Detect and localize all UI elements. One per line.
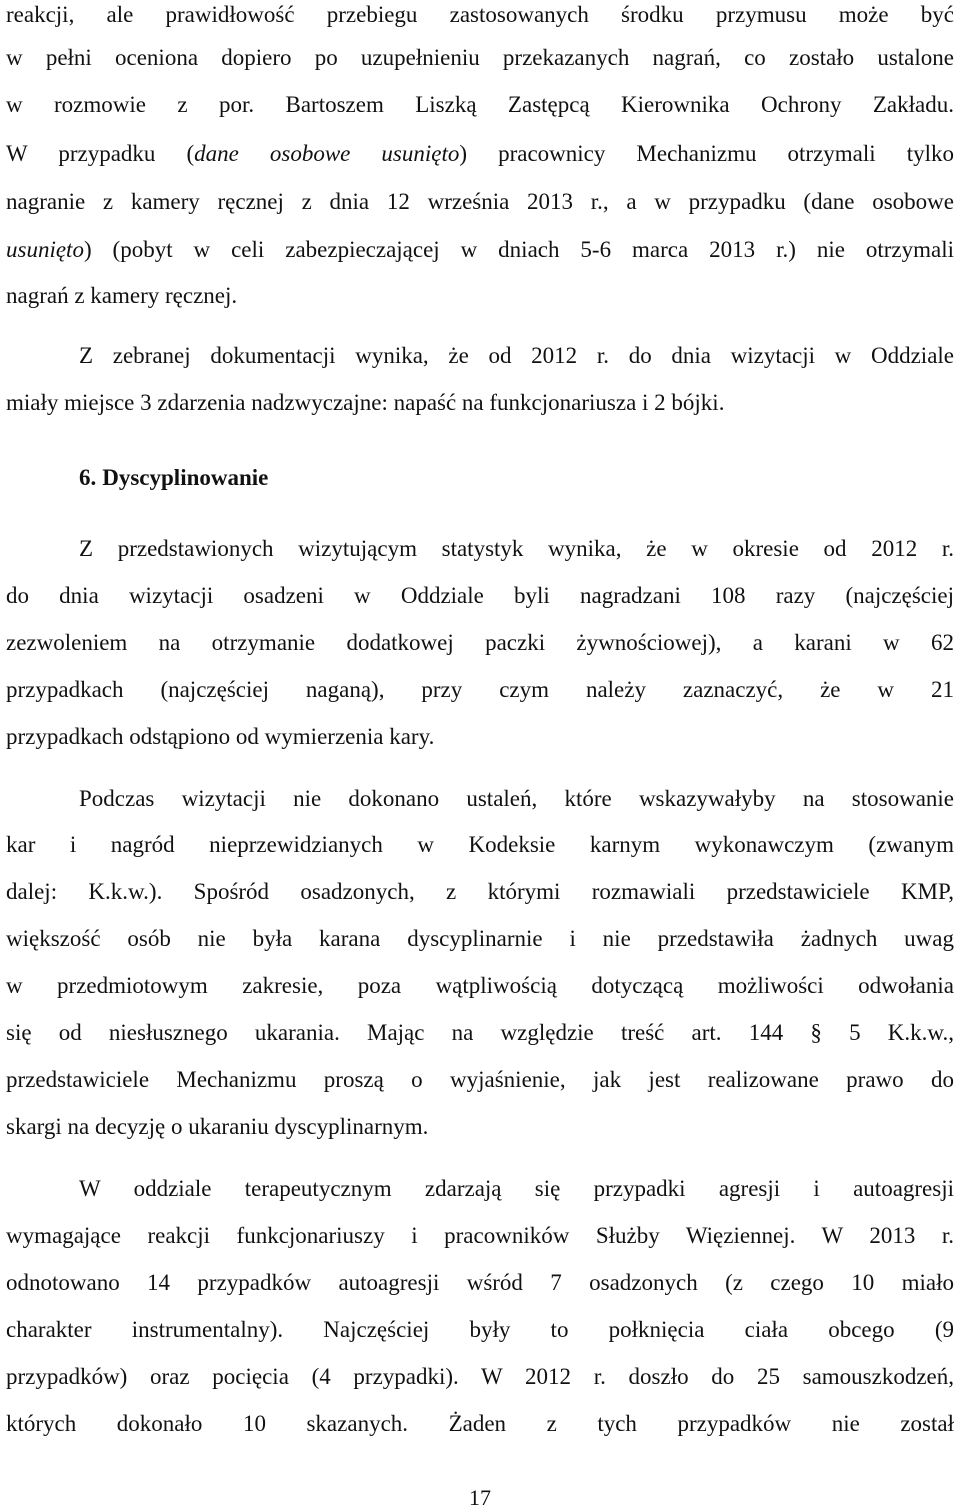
redacted-personal-data: dane osobowe usunięto bbox=[194, 141, 460, 166]
paragraph-line: przypadkach odstąpiono od wymierzenia kary. bbox=[6, 724, 435, 749]
paragraph-line: Z zebranej dokumentacji wynika, że od 2012 r. do dnia wizytacji w Oddziale bbox=[79, 343, 954, 368]
paragraph-line bbox=[6, 235, 954, 265]
paragraph-line: przypadków) oraz pocięcia (4 przypadki). W 2012 r. doszło do 25 samouszkodzeń, bbox=[6, 1364, 954, 1389]
paragraph-line: przypadkach (najczęściej naganą), przy czym należy zaznaczyć, że w 21 bbox=[6, 677, 954, 702]
paragraph-line: się od niesłusznego ukarania. Mając na względzie treść art. 144 § 5 K.k.w., bbox=[6, 1020, 954, 1045]
paragraph-line: reakcji, ale prawidłowość przebiegu zastosowanych środku przymusu może być bbox=[6, 2, 954, 27]
paragraph-line: kar i nagród nieprzewidzianych w Kodeksie karnym wykonawczym (zwanym bbox=[6, 832, 954, 857]
section-heading bbox=[79, 463, 268, 493]
paragraph-line: większość osób nie była karana dyscyplinarnie i nie przedstawiła żadnych uwag bbox=[6, 926, 954, 951]
paragraph-line: Z przedstawionych wizytującym statystyk wynika, że w okresie od 2012 r. bbox=[79, 536, 954, 561]
section-title: Dyscyplinowanie bbox=[102, 465, 269, 490]
redacted-personal-data: usunięto bbox=[6, 237, 84, 262]
text-run: ) pracownicy Mechanizmu otrzymali tylko bbox=[459, 141, 954, 166]
text-run: W przypadku ( bbox=[6, 141, 195, 166]
paragraph-line: których dokonało 10 skazanych. Żaden z tych przypadków nie został bbox=[6, 1411, 954, 1436]
paragraph-line: wymagające reakcji funkcjonariuszy i pracowników Służby Więziennej. W 2013 r. bbox=[6, 1223, 954, 1248]
paragraph-line: w pełni oceniona dopiero po uzupełnieniu przekazanych nagrań, co zostało ustalone bbox=[6, 45, 954, 70]
paragraph-line: w przedmiotowym zakresie, poza wątpliwością dotyczącą możliwości odwołania bbox=[6, 973, 954, 998]
paragraph-line: dalej: K.k.w.). Spośród osadzonych, z którymi rozmawiali przedstawiciele KMP, bbox=[6, 879, 954, 904]
text-run: ) (pobyt w celi zabezpieczającej w dniach 5-6 marca 2013 r.) nie otrzymali bbox=[83, 237, 954, 262]
paragraph-line: W oddziale terapeutycznym zdarzają się przypadki agresji i autoagresji bbox=[79, 1176, 954, 1201]
paragraph-line: przedstawiciele Mechanizmu proszą o wyjaśnienie, jak jest realizowane prawo do bbox=[6, 1067, 954, 1092]
page-number: 17 bbox=[469, 1485, 491, 1510]
paragraph-line: w rozmowie z por. Bartoszem Liszką Zastępcą Kierownika Ochrony Zakładu. bbox=[6, 92, 954, 117]
paragraph-line: charakter instrumentalny). Najczęściej były to połknięcia ciała obcego (9 bbox=[6, 1317, 954, 1342]
paragraph-line: odnotowano 14 przypadków autoagresji wśród 7 osadzonych (z czego 10 miało bbox=[6, 1270, 954, 1295]
paragraph-line: nagrań z kamery ręcznej. bbox=[6, 283, 238, 308]
section-number: 6. bbox=[79, 465, 97, 490]
paragraph-line: skargi na decyzję o ukaraniu dyscyplinarnym. bbox=[6, 1114, 429, 1139]
paragraph-line: zezwoleniem na otrzymanie dodatkowej paczki żywnościowej), a karani w 62 bbox=[6, 630, 954, 655]
paragraph-line: Podczas wizytacji nie dokonano ustaleń, które wskazywałyby na stosowanie bbox=[79, 786, 954, 811]
paragraph-line: nagranie z kamery ręcznej z dnia 12 września 2013 r., a w przypadku (dane osobowe bbox=[6, 189, 954, 214]
paragraph-line: miały miejsce 3 zdarzenia nadzwyczajne: napaść na funkcjonariusza i 2 bójki. bbox=[6, 390, 725, 415]
paragraph-line bbox=[6, 139, 954, 169]
paragraph-line: do dnia wizytacji osadzeni w Oddziale byli nagradzani 108 razy (najczęściej bbox=[6, 583, 954, 608]
